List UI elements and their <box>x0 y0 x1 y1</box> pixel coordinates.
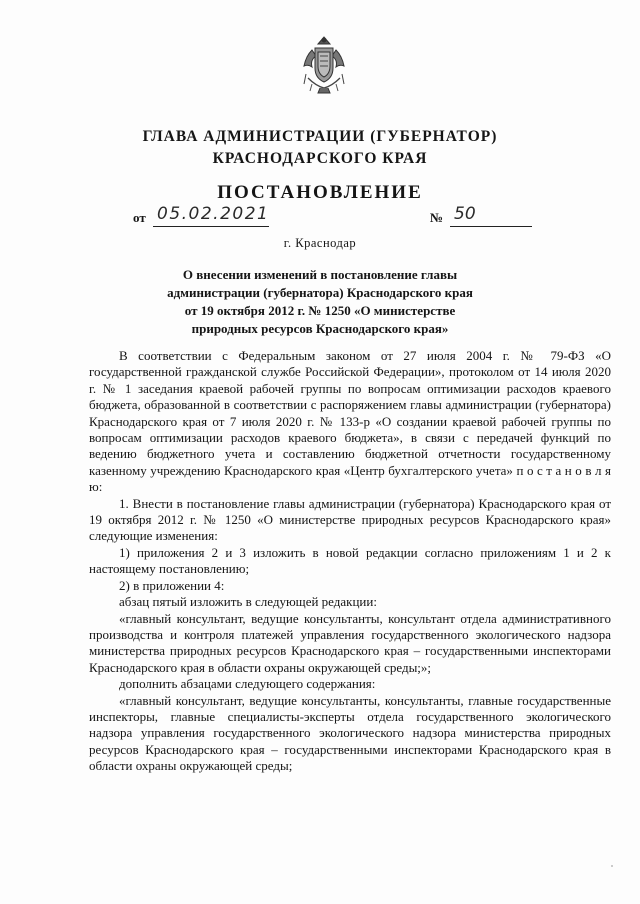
body-paragraph: абзац пятый изложить в следующей редакции: <box>119 594 377 610</box>
date-value: 05.02.2021 <box>153 204 269 227</box>
organization-name-line2: КРАСНОДАРСКОГО КРАЯ <box>212 150 428 167</box>
body-paragraph: В соответствии с Федеральным законом от 27 июля 2004 г. № 79-ФЗ «О государственной гражданской службе Российской Федерации», протоколом от 14 июля 2020 г. № 1 заседания краевой рабочей группы по вопросам оптимизации расходов краевого бюджета, образованной в соответствии с распоряжением главы администрации (губернатора) Краснодарского края от 7 июля 2020 г. № 133-р «О создании краевой рабочей группы по вопросам оптимизации расходов краевого бюджета», в связи с передачей функций по ведению бюджетного учета и составлению бюджетной отчетности государственному казенному учреждению Краснодарского края «Центр бухгалтерского учета» п о с т а н о в л я ю: <box>89 348 611 495</box>
date-prefix: от <box>133 210 146 225</box>
title-line: администрации (губернатора) Краснодарского края <box>167 285 473 300</box>
body-paragraph: «главный консультант, ведущие консультанты, консультанты, главные государственные инспекторы, главные специалисты-эксперты отдела государственного экологического надзора управления государственного экологического надзора министерства природных ресурсов Краснодарского края – государственными инспекторами Краснодарского края в области охраны окружающей среды; <box>89 692 611 774</box>
document-body <box>89 348 611 775</box>
organization-name-line1: ГЛАВА АДМИНИСТРАЦИИ (ГУБЕРНАТОР) <box>142 128 498 145</box>
number-sign: № <box>430 210 444 225</box>
body-paragraph: 1) приложения 2 и 3 изложить в новой редакции согласно приложениям 1 и 2 к настоящему постановлению; <box>89 544 611 577</box>
title-line: О внесении изменений в постановление главы <box>182 267 458 282</box>
number-value: 50 <box>450 204 532 227</box>
scan-speck <box>611 865 613 867</box>
body-paragraph: 1. Внести в постановление главы администрации (губернатора) Краснодарского края от 19 октября 2012 г. № 1250 «О министерстве природных ресурсов Краснодарского края» следующие изменения: <box>89 495 611 544</box>
body-paragraph: «главный консультант, ведущие консультанты, консультант отдела административного производства и контроля платежей управления государственного экологического надзора министерства природных ресурсов Краснодарского края – государственными инспекторами Краснодарского края в области охраны окружающей среды;»; <box>89 610 611 675</box>
body-paragraph: 2) в приложении 4: <box>119 577 225 593</box>
coat-of-arms-icon <box>298 34 350 94</box>
document-title <box>150 266 490 338</box>
city-label: г. Краснодар <box>283 236 357 250</box>
title-line: природных ресурсов Краснодарского края» <box>191 321 449 336</box>
body-paragraph: дополнить абзацами следующего содержания: <box>119 676 376 692</box>
document-type: ПОСТАНОВЛЕНИЕ <box>217 182 423 203</box>
title-line: от 19 октября 2012 г. № 1250 «О министерстве <box>184 303 456 318</box>
